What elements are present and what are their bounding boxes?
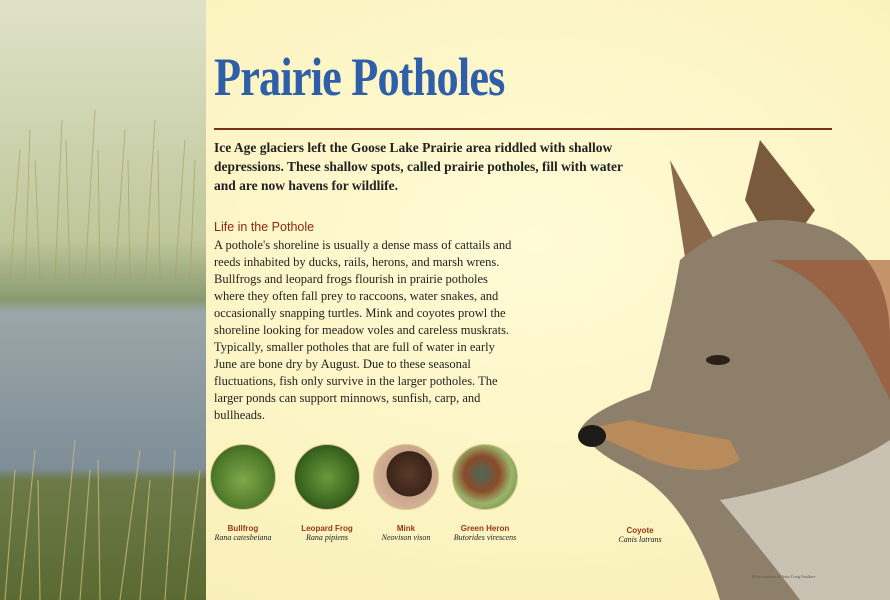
- animal-scientific-name: Neovison vison: [381, 533, 431, 542]
- section-heading: Life in the Pothole: [214, 220, 315, 234]
- bullfrog-photo: [210, 444, 276, 510]
- section-paragraph-2: Typically, smaller potholes that are full of water in early June are bone dry by August. Due to these seasonal fluctuations, fish only survive in the larger potholes. The larger ponds can support minnows, sunfish, carp, and bullheads.: [214, 340, 498, 422]
- animal-leopard-frog: [282, 444, 372, 542]
- green-heron-photo: [452, 444, 518, 510]
- animal-green-heron: [440, 444, 530, 542]
- animal-name: Bullfrog: [227, 524, 259, 533]
- photo-credit: Photo courtesy of Jesse Craig Faulkner: [752, 574, 816, 579]
- animal-mink: [361, 444, 451, 542]
- animal-scientific-name: Rana catesbeiana: [214, 533, 272, 542]
- coyote-scientific-name: Canis latrans: [618, 535, 662, 544]
- marsh-photo: [0, 0, 206, 600]
- animal-bullfrog: [198, 444, 288, 542]
- animal-name: Mink: [396, 524, 416, 533]
- animal-name: Green Heron: [460, 524, 510, 533]
- page-title: Prairie Potholes: [214, 47, 505, 107]
- animal-name: Leopard Frog: [301, 524, 353, 533]
- animal-scientific-name: Butorides virescens: [453, 533, 517, 542]
- mink-photo: [373, 444, 439, 510]
- intro-text: Ice Age glaciers left the Goose Lake Prairie area riddled with shallow depressions. These shallow spots, called prairie potholes, fill with water and are now havens for wildlife.: [214, 140, 623, 193]
- coyote-name: Coyote: [626, 526, 654, 535]
- title-divider: [214, 128, 832, 130]
- section-paragraph-1: A pothole's shoreline is usually a dense mass of cattails and reeds inhabited by ducks, rails, herons, and marsh wrens. Bullfrogs and leopard frogs flourish in prairie potholes where they often fall prey to raccoons, water snakes, and occasionally snapping turtles. Mink and coyotes prowl the shoreline looking for meadow voles and careless muskrats.: [214, 238, 512, 337]
- coyote-label: [600, 526, 680, 544]
- leopard-frog-photo: [294, 444, 360, 510]
- animal-scientific-name: Rana pipiens: [306, 533, 348, 542]
